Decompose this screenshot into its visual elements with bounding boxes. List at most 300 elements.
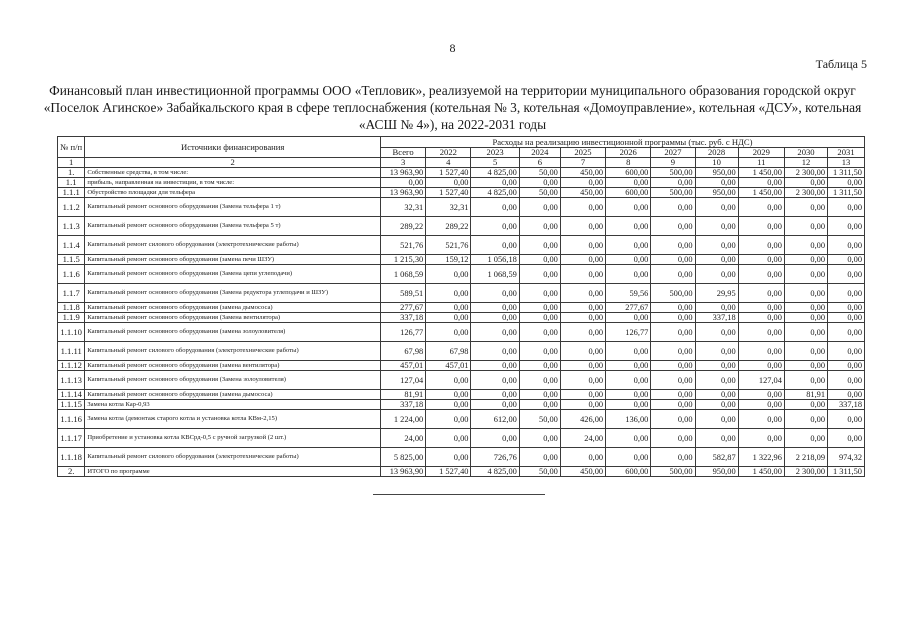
amount-cell: 32,31	[426, 198, 471, 217]
amount-cell: 0,00	[426, 265, 471, 284]
amount-cell: 0,00	[519, 390, 560, 400]
amount-cell: 0,00	[426, 323, 471, 342]
amount-cell: 0,00	[519, 265, 560, 284]
amount-cell: 0,00	[828, 361, 865, 371]
amount-cell: 2 218,09	[784, 448, 827, 467]
amount-cell: 0,00	[471, 217, 519, 236]
funding-source-name: Капитальный ремонт основного оборудования (замена вентилятора)	[85, 361, 381, 371]
amount-cell: 450,00	[560, 188, 605, 198]
amount-cell: 1 450,00	[738, 467, 784, 477]
column-number: 11	[738, 158, 784, 168]
amount-cell: 337,18	[380, 400, 425, 410]
amount-cell: 337,18	[828, 400, 865, 410]
amount-cell: 0,00	[426, 448, 471, 467]
amount-cell: 600,00	[606, 188, 651, 198]
amount-cell: 0,00	[560, 178, 605, 188]
amount-cell: 24,00	[380, 429, 425, 448]
year-header: 2022	[426, 148, 471, 158]
amount-cell: 0,00	[828, 178, 865, 188]
table-row	[58, 342, 865, 361]
amount-cell: 0,00	[738, 178, 784, 188]
amount-cell: 0,00	[606, 448, 651, 467]
amount-cell: 450,00	[560, 168, 605, 178]
amount-cell: 589,51	[380, 284, 425, 303]
amount-cell: 0,00	[519, 284, 560, 303]
amount-cell: 1 450,00	[738, 168, 784, 178]
column-number: 8	[606, 158, 651, 168]
amount-cell: 0,00	[651, 400, 695, 410]
amount-cell: 0,00	[560, 448, 605, 467]
amount-cell: 0,00	[738, 217, 784, 236]
table-row	[58, 168, 865, 178]
amount-cell: 126,77	[606, 323, 651, 342]
column-number: 1	[58, 158, 85, 168]
amount-cell: 0,00	[784, 400, 827, 410]
table-body	[58, 168, 865, 477]
amount-cell: 0,00	[426, 390, 471, 400]
amount-cell: 600,00	[606, 168, 651, 178]
amount-cell: 0,00	[380, 178, 425, 188]
amount-cell: 0,00	[784, 361, 827, 371]
amount-cell: 0,00	[651, 371, 695, 390]
amount-cell: 81,91	[380, 390, 425, 400]
amount-cell: 0,00	[695, 323, 738, 342]
amount-cell: 0,00	[651, 410, 695, 429]
amount-cell: 0,00	[738, 342, 784, 361]
amount-cell: 0,00	[784, 265, 827, 284]
page-number: 8	[449, 41, 456, 55]
amount-cell: 50,00	[519, 168, 560, 178]
amount-cell: 0,00	[828, 255, 865, 265]
amount-cell: 500,00	[651, 284, 695, 303]
table-row	[58, 217, 865, 236]
amount-cell: 0,00	[426, 371, 471, 390]
amount-cell: 0,00	[695, 429, 738, 448]
amount-cell: 0,00	[426, 178, 471, 188]
amount-cell: 582,87	[695, 448, 738, 467]
year-header: 2023	[471, 148, 519, 158]
document-title: Финансовый план инвестиционной программы ООО «Тепловик», реализуемой на территории муниципального образования городской округ «Поселок Агинское» Забайкальского края в сфере теплоснабжения (котельная № 3, котельная «Домоуправление», котельная «ДСУ», котельная «АСШ № 4»), на 2022-2031 годы	[43, 83, 862, 132]
year-header: 2026	[606, 148, 651, 158]
table-row	[58, 313, 865, 323]
amount-cell: 0,00	[471, 178, 519, 188]
amount-cell: 50,00	[519, 188, 560, 198]
funding-source-name: Капитальный ремонт основного оборудования (Замена тельфера 5 т)	[85, 217, 381, 236]
year-header: Всего	[380, 148, 425, 158]
column-number: 7	[560, 158, 605, 168]
funding-source-name: Капитальный ремонт основного оборудования (Замена золоуловителя)	[85, 371, 381, 390]
amount-cell: 0,00	[606, 400, 651, 410]
amount-cell: 2 300,00	[784, 168, 827, 178]
amount-cell: 0,00	[560, 361, 605, 371]
column-number-row	[58, 158, 865, 168]
amount-cell: 0,00	[784, 217, 827, 236]
amount-cell: 426,00	[560, 410, 605, 429]
amount-cell: 0,00	[606, 198, 651, 217]
row-number: 1.	[58, 168, 85, 178]
funding-source-name: Замена котла Кар-0,93	[85, 400, 381, 410]
amount-cell: 0,00	[738, 313, 784, 323]
amount-cell: 0,00	[828, 217, 865, 236]
amount-cell: 0,00	[695, 371, 738, 390]
amount-cell: 0,00	[519, 198, 560, 217]
amount-cell: 0,00	[519, 448, 560, 467]
amount-cell: 81,91	[784, 390, 827, 400]
table-row	[58, 323, 865, 342]
amount-cell: 457,01	[380, 361, 425, 371]
row-number: 1.1.15	[58, 400, 85, 410]
row-number: 1.1.3	[58, 217, 85, 236]
row-number: 1.1.5	[58, 255, 85, 265]
row-number: 1.1.11	[58, 342, 85, 361]
amount-cell: 0,00	[606, 313, 651, 323]
amount-cell: 0,00	[519, 178, 560, 188]
amount-cell: 0,00	[519, 255, 560, 265]
amount-cell: 0,00	[828, 342, 865, 361]
funding-source-name: Обустройство площадки для тельфера	[85, 188, 381, 198]
column-number: 4	[426, 158, 471, 168]
amount-cell: 950,00	[695, 188, 738, 198]
amount-cell: 0,00	[560, 313, 605, 323]
amount-cell: 0,00	[606, 429, 651, 448]
funding-source-name: Капитальный ремонт основного оборудования (замена дымососа)	[85, 390, 381, 400]
amount-cell: 0,00	[651, 265, 695, 284]
amount-cell: 0,00	[784, 429, 827, 448]
year-header: 2025	[560, 148, 605, 158]
amount-cell: 289,22	[380, 217, 425, 236]
amount-cell: 0,00	[738, 390, 784, 400]
amount-cell: 0,00	[519, 217, 560, 236]
amount-cell: 0,00	[738, 361, 784, 371]
row-number: 1.1.10	[58, 323, 85, 342]
column-number: 9	[651, 158, 695, 168]
amount-cell: 0,00	[426, 284, 471, 303]
amount-cell: 0,00	[471, 236, 519, 255]
year-header: 2031	[828, 148, 865, 158]
amount-cell: 0,00	[695, 410, 738, 429]
financial-plan-table	[57, 136, 865, 477]
funding-source-name: Капитальный ремонт основного оборудования (замена дымососа)	[85, 303, 381, 313]
amount-cell: 0,00	[738, 400, 784, 410]
column-number: 12	[784, 158, 827, 168]
column-number: 2	[85, 158, 381, 168]
table-row	[58, 284, 865, 303]
amount-cell: 0,00	[519, 342, 560, 361]
table-row	[58, 400, 865, 410]
amount-cell: 1 311,50	[828, 467, 865, 477]
amount-cell: 0,00	[738, 323, 784, 342]
amount-cell: 1 527,40	[426, 188, 471, 198]
amount-cell: 0,00	[784, 371, 827, 390]
amount-cell: 126,77	[380, 323, 425, 342]
table-row	[58, 188, 865, 198]
row-number: 2.	[58, 467, 85, 477]
amount-cell: 1 527,40	[426, 467, 471, 477]
amount-cell: 59,56	[606, 284, 651, 303]
amount-cell: 0,00	[471, 313, 519, 323]
row-number: 1.1.6	[58, 265, 85, 284]
amount-cell: 1 322,96	[738, 448, 784, 467]
amount-cell: 0,00	[828, 323, 865, 342]
row-number: 1.1.8	[58, 303, 85, 313]
amount-cell: 0,00	[519, 400, 560, 410]
amount-cell: 0,00	[471, 400, 519, 410]
funding-source-name: ИТОГО по программе	[85, 467, 381, 477]
amount-cell: 0,00	[471, 323, 519, 342]
table-row	[58, 467, 865, 477]
row-number: 1.1.14	[58, 390, 85, 400]
amount-cell: 0,00	[651, 390, 695, 400]
amount-cell: 5 825,00	[380, 448, 425, 467]
column-number: 3	[380, 158, 425, 168]
amount-cell: 0,00	[519, 361, 560, 371]
header-expenses: Расходы на реализацию инвестиционной программы (тыс. руб. с НДС)	[380, 137, 864, 148]
funding-source-name: Капитальный ремонт основного оборудования (Замена вентилятора)	[85, 313, 381, 323]
amount-cell: 0,00	[519, 236, 560, 255]
header-funding-source: Источники финансирования	[85, 137, 381, 158]
amount-cell: 0,00	[426, 313, 471, 323]
amount-cell: 0,00	[519, 323, 560, 342]
amount-cell: 0,00	[828, 198, 865, 217]
funding-source-name: Капитальный ремонт основного оборудования (Замена тельфера 1 т)	[85, 198, 381, 217]
amount-cell: 0,00	[738, 236, 784, 255]
amount-cell: 1 311,50	[828, 168, 865, 178]
amount-cell: 0,00	[784, 342, 827, 361]
amount-cell: 0,00	[828, 303, 865, 313]
amount-cell: 0,00	[519, 371, 560, 390]
amount-cell: 0,00	[828, 429, 865, 448]
amount-cell: 0,00	[606, 178, 651, 188]
funding-source-name: Капитальный ремонт силового оборудования (электротехнические работы)	[85, 236, 381, 255]
amount-cell: 1 068,59	[471, 265, 519, 284]
amount-cell: 0,00	[695, 390, 738, 400]
amount-cell: 0,00	[695, 255, 738, 265]
amount-cell: 0,00	[560, 390, 605, 400]
table-row	[58, 265, 865, 284]
amount-cell: 127,04	[738, 371, 784, 390]
row-number: 1.1.12	[58, 361, 85, 371]
amount-cell: 0,00	[606, 217, 651, 236]
row-number: 1.1.17	[58, 429, 85, 448]
amount-cell: 0,00	[471, 361, 519, 371]
column-number: 5	[471, 158, 519, 168]
amount-cell: 0,00	[560, 217, 605, 236]
amount-cell: 0,00	[784, 323, 827, 342]
amount-cell: 0,00	[471, 390, 519, 400]
amount-cell: 13 963,90	[380, 168, 425, 178]
column-number: 6	[519, 158, 560, 168]
amount-cell: 0,00	[695, 217, 738, 236]
amount-cell: 0,00	[651, 236, 695, 255]
table-row	[58, 178, 865, 188]
table-row	[58, 390, 865, 400]
amount-cell: 0,00	[828, 390, 865, 400]
amount-cell: 0,00	[695, 361, 738, 371]
amount-cell: 0,00	[651, 429, 695, 448]
amount-cell: 0,00	[560, 236, 605, 255]
table-row	[58, 429, 865, 448]
amount-cell: 0,00	[606, 371, 651, 390]
row-number: 1.1.18	[58, 448, 85, 467]
table-row	[58, 410, 865, 429]
amount-cell: 4 825,00	[471, 467, 519, 477]
amount-cell: 277,67	[380, 303, 425, 313]
amount-cell: 1 224,00	[380, 410, 425, 429]
amount-cell: 24,00	[560, 429, 605, 448]
row-number: 1.1.1	[58, 188, 85, 198]
amount-cell: 0,00	[560, 284, 605, 303]
amount-cell: 0,00	[560, 265, 605, 284]
funding-source-name: Приобретение и установка котла КВСрд-0,5 с ручной загрузкой (2 шт.)	[85, 429, 381, 448]
amount-cell: 0,00	[695, 198, 738, 217]
year-header: 2030	[784, 148, 827, 158]
amount-cell: 500,00	[651, 188, 695, 198]
amount-cell: 612,00	[471, 410, 519, 429]
row-number: 1.1.4	[58, 236, 85, 255]
row-number: 1.1	[58, 178, 85, 188]
amount-cell: 0,00	[471, 342, 519, 361]
year-header: 2029	[738, 148, 784, 158]
amount-cell: 0,00	[560, 303, 605, 313]
amount-cell: 1 215,30	[380, 255, 425, 265]
amount-cell: 0,00	[606, 342, 651, 361]
amount-cell: 0,00	[828, 313, 865, 323]
amount-cell: 726,76	[471, 448, 519, 467]
amount-cell: 0,00	[651, 361, 695, 371]
funding-source-name: Собственные средства, в том числе:	[85, 168, 381, 178]
amount-cell: 0,00	[426, 303, 471, 313]
amount-cell: 13 963,90	[380, 467, 425, 477]
amount-cell: 0,00	[560, 198, 605, 217]
amount-cell: 1 311,50	[828, 188, 865, 198]
table-row	[58, 303, 865, 313]
amount-cell: 0,00	[695, 400, 738, 410]
footnote-separator	[373, 494, 545, 495]
amount-cell: 0,00	[651, 217, 695, 236]
amount-cell: 0,00	[828, 410, 865, 429]
amount-cell: 2 300,00	[784, 188, 827, 198]
row-number: 1.1.7	[58, 284, 85, 303]
amount-cell: 0,00	[606, 361, 651, 371]
funding-source-name: прибыль, направленная на инвестиции, в том числе:	[85, 178, 381, 188]
amount-cell: 1 450,00	[738, 188, 784, 198]
amount-cell: 0,00	[560, 342, 605, 361]
amount-cell: 0,00	[651, 255, 695, 265]
column-number: 13	[828, 158, 865, 168]
amount-cell: 0,00	[738, 284, 784, 303]
funding-source-name: Капитальный ремонт основного оборудования (Замена цепи углеподачи)	[85, 265, 381, 284]
year-header: 2027	[651, 148, 695, 158]
amount-cell: 0,00	[784, 178, 827, 188]
amount-cell: 0,00	[784, 410, 827, 429]
amount-cell: 0,00	[695, 178, 738, 188]
amount-cell: 29,95	[695, 284, 738, 303]
amount-cell: 974,32	[828, 448, 865, 467]
amount-cell: 0,00	[784, 198, 827, 217]
amount-cell: 50,00	[519, 410, 560, 429]
amount-cell: 0,00	[695, 265, 738, 284]
amount-cell: 0,00	[738, 265, 784, 284]
amount-cell: 0,00	[695, 236, 738, 255]
amount-cell: 0,00	[651, 198, 695, 217]
amount-cell: 0,00	[651, 178, 695, 188]
amount-cell: 0,00	[828, 371, 865, 390]
funding-source-name: Капитальный ремонт основного оборудования (Замена редуктора углеподачи и ШЗУ)	[85, 284, 381, 303]
amount-cell: 67,98	[426, 342, 471, 361]
amount-cell: 0,00	[426, 410, 471, 429]
amount-cell: 0,00	[738, 429, 784, 448]
amount-cell: 0,00	[426, 429, 471, 448]
amount-cell: 0,00	[471, 303, 519, 313]
row-number: 1.1.16	[58, 410, 85, 429]
year-header: 2028	[695, 148, 738, 158]
amount-cell: 0,00	[471, 371, 519, 390]
amount-cell: 0,00	[738, 303, 784, 313]
amount-cell: 0,00	[560, 323, 605, 342]
amount-cell: 1 527,40	[426, 168, 471, 178]
amount-cell: 4 825,00	[471, 188, 519, 198]
amount-cell: 50,00	[519, 467, 560, 477]
amount-cell: 450,00	[560, 467, 605, 477]
amount-cell: 277,67	[606, 303, 651, 313]
amount-cell: 521,76	[380, 236, 425, 255]
amount-cell: 127,04	[380, 371, 425, 390]
amount-cell: 289,22	[426, 217, 471, 236]
amount-cell: 0,00	[651, 448, 695, 467]
amount-cell: 0,00	[651, 313, 695, 323]
amount-cell: 0,00	[560, 255, 605, 265]
amount-cell: 1 056,18	[471, 255, 519, 265]
amount-cell: 0,00	[784, 236, 827, 255]
amount-cell: 159,12	[426, 255, 471, 265]
amount-cell: 0,00	[471, 429, 519, 448]
table-row	[58, 371, 865, 390]
amount-cell: 136,00	[606, 410, 651, 429]
table-row	[58, 236, 865, 255]
amount-cell: 457,01	[426, 361, 471, 371]
amount-cell: 0,00	[651, 323, 695, 342]
amount-cell: 0,00	[519, 303, 560, 313]
amount-cell: 0,00	[738, 198, 784, 217]
amount-cell: 500,00	[651, 467, 695, 477]
amount-cell: 950,00	[695, 467, 738, 477]
amount-cell: 0,00	[606, 390, 651, 400]
amount-cell: 950,00	[695, 168, 738, 178]
amount-cell: 521,76	[426, 236, 471, 255]
amount-cell: 600,00	[606, 467, 651, 477]
amount-cell: 1 068,59	[380, 265, 425, 284]
amount-cell: 0,00	[471, 198, 519, 217]
amount-cell: 0,00	[784, 284, 827, 303]
funding-source-name: Замена котла (демонтаж старого котла и установка котла КВм-2,15)	[85, 410, 381, 429]
amount-cell: 0,00	[651, 342, 695, 361]
amount-cell: 0,00	[560, 400, 605, 410]
amount-cell: 0,00	[784, 255, 827, 265]
amount-cell: 4 825,00	[471, 168, 519, 178]
amount-cell: 32,31	[380, 198, 425, 217]
table-row	[58, 198, 865, 217]
table-row	[58, 255, 865, 265]
table-row	[58, 448, 865, 467]
amount-cell: 337,18	[380, 313, 425, 323]
amount-cell: 0,00	[606, 236, 651, 255]
amount-cell: 2 300,00	[784, 467, 827, 477]
amount-cell: 0,00	[738, 255, 784, 265]
header-row-number: № п/п	[58, 137, 85, 158]
amount-cell: 0,00	[606, 255, 651, 265]
amount-cell: 0,00	[651, 303, 695, 313]
table-label: Таблица 5	[815, 57, 867, 71]
